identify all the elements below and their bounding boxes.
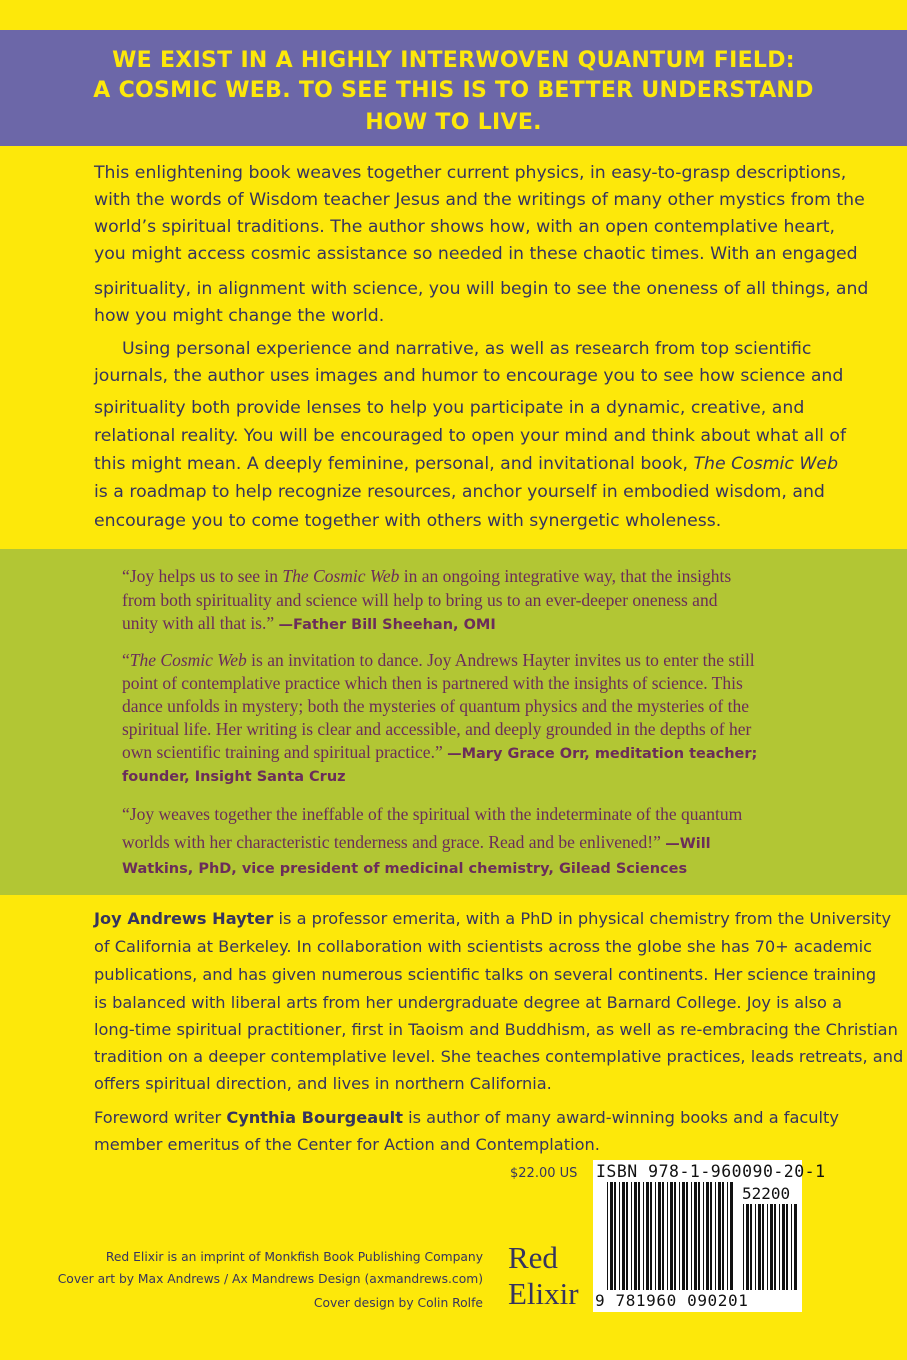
foreword-writer-name: Cynthia Bourgeault: [226, 1108, 403, 1127]
description-line: relational reality. You will be encouraged to open your mind and think about what all of: [94, 426, 847, 446]
bio-text: is a professor emerita, with a PhD in physical chemistry from the University: [273, 909, 892, 928]
barcode-bar: [746, 1204, 749, 1290]
description-line: you might access cosmic assistance so needed in these chaotic times. With an engaged: [94, 244, 858, 264]
barcode-bar: [703, 1182, 704, 1290]
foreword-text: is author of many award-winning books and a faculty: [402, 1108, 839, 1127]
barcode-bar: [706, 1182, 709, 1290]
barcode-bar: [619, 1182, 620, 1290]
description-line: encourage you to come together with others with synergetic wholeness.: [94, 511, 722, 531]
endorsement-attribution: —Mary Grace Orr, meditation teacher;: [447, 746, 758, 762]
barcode-bar: [774, 1204, 776, 1290]
description-line: This enlightening book weaves together current physics, in easy-to-grasp descriptions,: [94, 163, 847, 183]
barcode-bar: [743, 1204, 744, 1290]
endorsement-2-line: [122, 765, 346, 786]
endorsement-1-line: from both spirituality and science will help to bring us to an ever-deeper oneness and: [122, 590, 718, 610]
endorsement-3-line: [122, 832, 711, 853]
endorsement-1-line: [122, 566, 731, 587]
price-code: 52200: [742, 1184, 791, 1203]
barcode-bar: [715, 1182, 716, 1290]
bio-line: publications, and has given numerous scientific talks on several continents. Her science training: [94, 965, 877, 984]
isbn-label: ISBN 978-1-960090-20-1: [596, 1162, 826, 1181]
description-text: this might mean. A deeply feminine, personal, and invitational book,: [94, 454, 688, 474]
barcode-bar: [662, 1182, 664, 1290]
endorsements-section: [0, 549, 907, 895]
barcode-bar: [694, 1182, 697, 1290]
description-line: journals, the author uses images and humor to encourage you to see how science and: [94, 366, 844, 386]
barcode-bar: [762, 1204, 764, 1290]
barcode-bar: [791, 1204, 792, 1290]
endorsement-attribution: —Father Bill Sheehan, OMI: [278, 617, 496, 633]
barcode-bar: [722, 1182, 724, 1290]
quote-text: is an invitation to dance. Joy Andrews Hayter invites us to enter the still: [246, 650, 755, 670]
barcode-bar: [674, 1182, 676, 1290]
bio-line: of California at Berkeley. In collaboration with scientists across the globe she has 70+ academic: [94, 937, 873, 956]
barcode-bar: [710, 1182, 712, 1290]
price-label: $22.00 US: [510, 1166, 578, 1181]
barcode-bar: [670, 1182, 673, 1290]
barcode-bar: [770, 1204, 773, 1290]
book-title: The Cosmic Web: [693, 454, 839, 474]
barcode-bar: [750, 1204, 752, 1290]
author-name: Joy Andrews Hayter: [94, 909, 274, 928]
endorsement-2-line: [122, 650, 755, 671]
barcode-bar: [755, 1204, 756, 1290]
quote-text: “: [122, 650, 130, 670]
bio-line: long-time spiritual practitioner, first in Taoism and Buddhism, as well as re-embracing the Christian: [94, 1020, 898, 1039]
description-line: Using personal experience and narrative, as well as research from top scientific: [122, 339, 812, 359]
barcode-bar: [634, 1182, 637, 1290]
bio-line: [94, 909, 891, 928]
bio-line: tradition on a deeper contemplative level. She teaches contemplative practices, leads retreats, and: [94, 1047, 904, 1066]
foreword-line: [94, 1108, 839, 1127]
description-line: world’s spiritual traditions. The author shows how, with an open contemplative heart,: [94, 217, 836, 237]
foreword-text: Foreword writer: [94, 1108, 227, 1127]
quote-text: unity with all that is.”: [122, 613, 279, 633]
barcode-bar: [682, 1182, 685, 1290]
barcode-bar: [631, 1182, 632, 1290]
barcode-bar: [786, 1204, 788, 1290]
barcode-bars: [593, 1160, 802, 1312]
headline-line-2: A COSMIC WEB. TO SEE THIS IS TO BETTER UNDERSTAND: [93, 78, 814, 103]
barcode-bar: [667, 1182, 668, 1290]
barcode-bar: [794, 1204, 797, 1290]
cover-design-credit: Cover design by Colin Rolfe: [313, 1296, 483, 1310]
description-line: spirituality, in alignment with science, you will begin to see the oneness of all things, and: [94, 279, 869, 299]
publisher-logo-line-1: Red: [508, 1240, 558, 1275]
endorsement-2-line: spiritual life. Her writing is clear and accessible, and deeply grounded in the depths of her: [122, 719, 752, 739]
barcode-bar: [782, 1204, 785, 1290]
barcode-bar: [718, 1182, 721, 1290]
endorsement-attribution: Watkins, PhD, vice president of medicinal chemistry, Gilead Sciences: [122, 861, 688, 877]
barcode-bar: [638, 1182, 640, 1290]
endorsement-attribution: founder, Insight Santa Cruz: [122, 769, 346, 785]
barcode-bar: [691, 1182, 692, 1290]
barcode-bar: [727, 1182, 728, 1290]
endorsement-3-line: [122, 857, 687, 878]
barcode-bar: [686, 1182, 688, 1290]
barcode-bar: [650, 1182, 652, 1290]
quote-text: “Joy helps us to see in: [122, 566, 283, 586]
barcode-bar: [698, 1182, 700, 1290]
description-line: [94, 454, 838, 474]
barcode-bar: [779, 1204, 780, 1290]
description-line: with the words of Wisdom teacher Jesus and the writings of many other mystics from the: [94, 190, 865, 210]
imprint-line: Red Elixir is an imprint of Monkfish Book Publishing Company: [105, 1250, 483, 1264]
barcode-bar: [767, 1204, 768, 1290]
publisher-logo-line-2: Elixir: [508, 1276, 579, 1311]
barcode-bar: [626, 1182, 628, 1290]
barcode-bar: [658, 1182, 661, 1290]
quote-text: own scientific training and spiritual practice.”: [122, 742, 448, 762]
barcode-bar: [646, 1182, 649, 1290]
barcode-bar: [679, 1182, 680, 1290]
barcode-bar: [622, 1182, 625, 1290]
endorsement-attribution: —Will: [665, 836, 711, 852]
endorsement-1-line: [122, 613, 496, 634]
barcode-bar: [607, 1182, 608, 1290]
cover-art-credit: Cover art by Max Andrews / Ax Mandrews Design (axmandrews.com): [57, 1272, 483, 1286]
endorsement-3-line: “Joy weaves together the ineffable of the spiritual with the indeterminate of the quantum: [122, 804, 743, 824]
endorsement-2-line: point of contemplative practice which then is partnered with the insights of science. This: [122, 673, 743, 693]
barcode-bar: [614, 1182, 616, 1290]
bio-line: is balanced with liberal arts from her undergraduate degree at Barnard College. Joy is also a: [94, 993, 843, 1012]
barcode-bar: [643, 1182, 644, 1290]
barcode-bar: [610, 1182, 613, 1290]
foreword-line: member emeritus of the Center for Action and Contemplation.: [94, 1135, 600, 1154]
barcode-bar: [758, 1204, 761, 1290]
description-line: spirituality both provide lenses to help you participate in a dynamic, creative, and: [94, 398, 805, 418]
book-title: The Cosmic Web: [282, 566, 400, 586]
endorsement-2-line: [122, 742, 757, 763]
endorsement-2-line: dance unfolds in mystery; both the mysteries of quantum physics and the mysteries of the: [122, 696, 749, 716]
bio-line: offers spiritual direction, and lives in northern California.: [94, 1074, 552, 1093]
ean-number: 9 781960 090201: [595, 1291, 749, 1310]
barcode-bar: [730, 1182, 733, 1290]
headline-line-1: WE EXIST IN A HIGHLY INTERWOVEN QUANTUM FIELD:: [112, 48, 795, 73]
description-line: how you might change the world.: [94, 306, 385, 326]
headline-line-3: HOW TO LIVE.: [365, 110, 542, 135]
isbn-barcode: [593, 1160, 826, 1312]
barcode-bar: [655, 1182, 656, 1290]
quote-text: in an ongoing integrative way, that the insights: [399, 566, 732, 586]
description-line: is a roadmap to help recognize resources, anchor yourself in embodied wisdom, and: [94, 482, 825, 502]
book-title: The Cosmic Web: [129, 650, 247, 670]
headline-banner: [0, 30, 907, 146]
quote-text: worlds with her characteristic tenderness and grace. Read and be enlivened!”: [122, 832, 666, 852]
